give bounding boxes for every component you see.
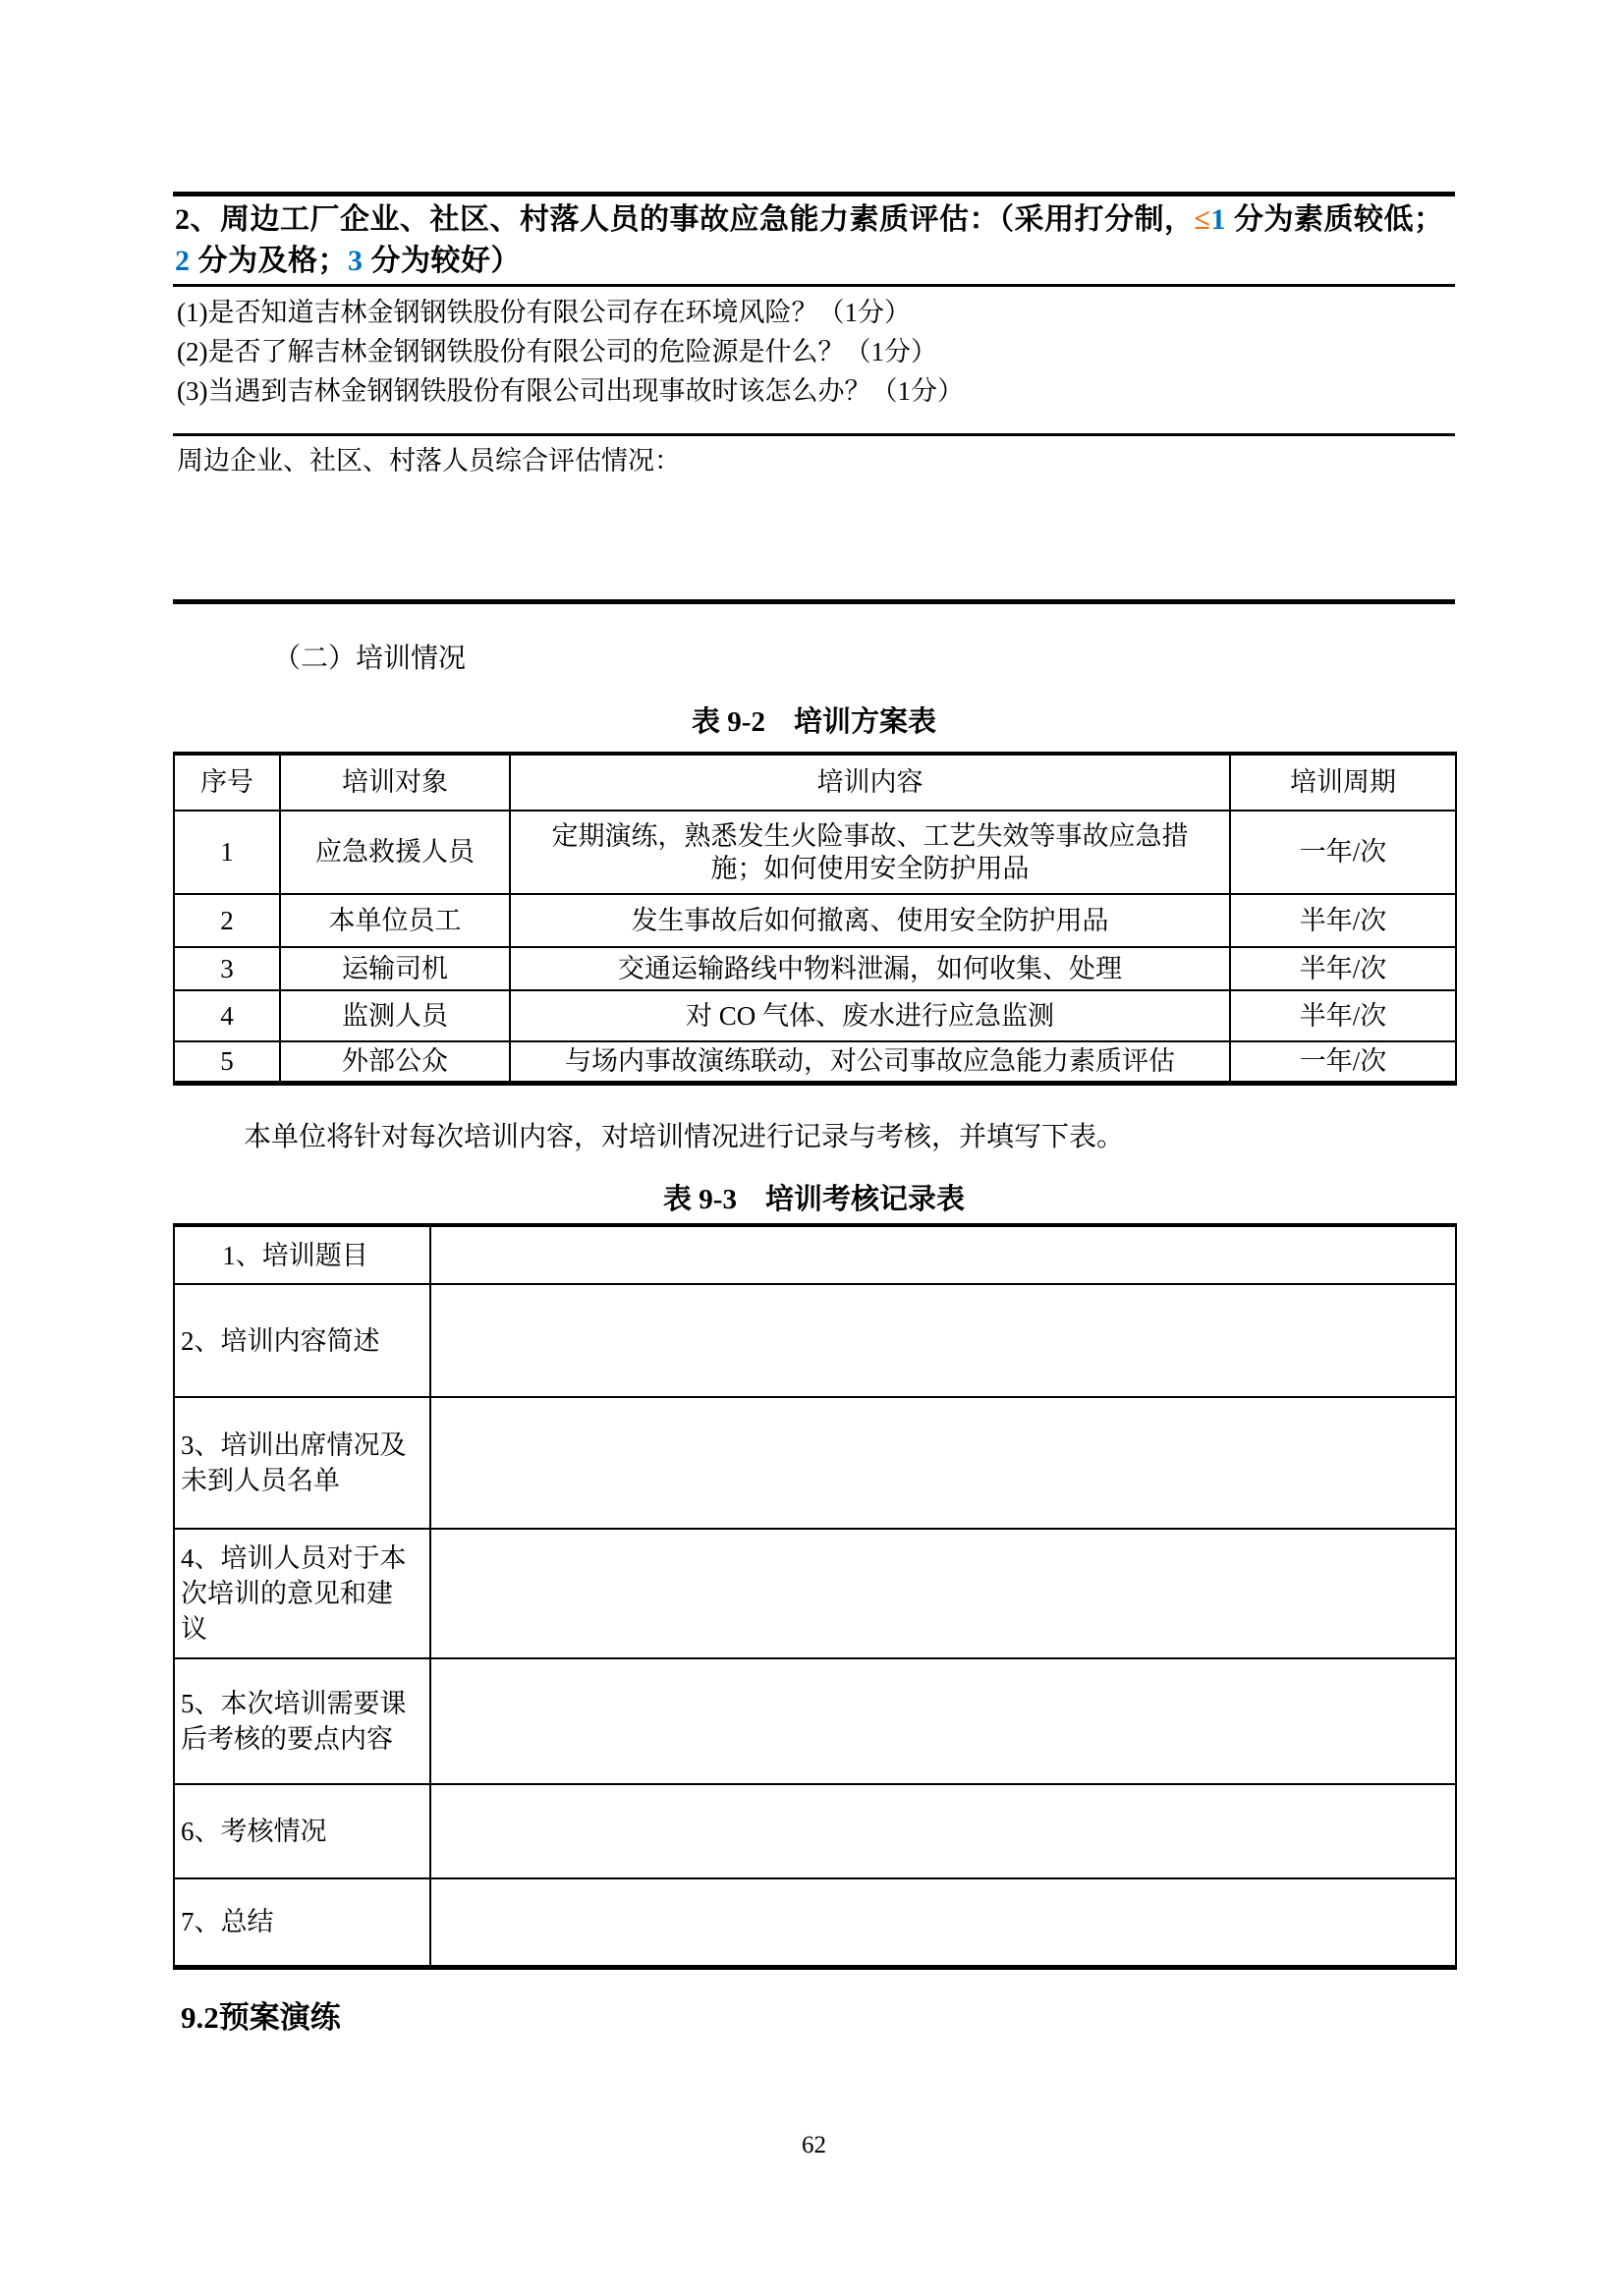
cell-content: 发生事故后如何撤离、使用安全防护用品 bbox=[510, 894, 1230, 947]
assessment-heading-part2: 分为素质较低； bbox=[1225, 203, 1444, 236]
record-value-conclusion bbox=[430, 1878, 1456, 1967]
score-2: 2 bbox=[175, 245, 191, 277]
table-row bbox=[174, 1658, 1456, 1784]
cell-index: 2 bbox=[174, 894, 280, 947]
cell-target: 应急救援人员 bbox=[280, 811, 510, 894]
page-number: 62 bbox=[802, 2132, 826, 2158]
question-item-1: (1)是否知道吉林金钢钢铁股份有限公司存在环境风险？（1分） bbox=[177, 298, 911, 327]
table-row bbox=[174, 1225, 1456, 1284]
cell-target: 运输司机 bbox=[280, 947, 510, 990]
assessment-heading-part3: 分为及格； bbox=[190, 245, 348, 277]
table-row bbox=[174, 811, 1456, 894]
assessment-heading bbox=[175, 199, 1455, 282]
cell-cycle: 一年/次 bbox=[1230, 811, 1456, 894]
question-item-3: (3)当遇到吉林金钢钢铁股份有限公司出现事故时该怎么办？（1分） bbox=[177, 376, 964, 406]
record-label-attendance: 3、培训出席情况及未到人员名单 bbox=[174, 1397, 430, 1529]
table-row bbox=[174, 1878, 1456, 1967]
cell-content: 对 CO 气体、废水进行应急监测 bbox=[510, 990, 1230, 1041]
less-equal-symbol: ≤ bbox=[1194, 203, 1211, 236]
cell-target: 外部公众 bbox=[280, 1041, 510, 1083]
rule-under-heading bbox=[173, 284, 1455, 287]
record-label-assessment: 6、考核情况 bbox=[174, 1784, 430, 1878]
col-header-index: 序号 bbox=[174, 754, 280, 811]
cell-index: 4 bbox=[174, 990, 280, 1041]
record-table-caption: 表 9-3 培训考核记录表 bbox=[663, 1184, 965, 1215]
record-value-content bbox=[430, 1284, 1456, 1397]
training-record-table bbox=[173, 1223, 1457, 1970]
training-section-heading: （二）培训情况 bbox=[273, 644, 467, 674]
record-label-content: 2、培训内容简述 bbox=[174, 1284, 430, 1397]
record-label-conclusion: 7、总结 bbox=[174, 1878, 430, 1967]
training-note: 本单位将针对每次培训内容，对培训情况进行记录与考核，并填写下表。 bbox=[244, 1122, 1125, 1152]
plan-table-caption: 表 9-2 培训方案表 bbox=[692, 706, 936, 738]
record-label-topic: 1、培训题目 bbox=[174, 1225, 430, 1284]
table-row bbox=[174, 894, 1456, 947]
cell-index: 5 bbox=[174, 1041, 280, 1083]
record-label-exam-points: 5、本次培训需要课后考核的要点内容 bbox=[174, 1658, 430, 1784]
table-row bbox=[174, 1041, 1456, 1083]
question-list bbox=[177, 293, 1454, 411]
col-header-content: 培训内容 bbox=[510, 754, 1230, 811]
question-item-2: (2)是否了解吉林金钢钢铁股份有限公司的危险源是什么？（1分） bbox=[177, 337, 937, 366]
cell-cycle: 一年/次 bbox=[1230, 1041, 1456, 1083]
assessment-heading-part4: 分为较好） bbox=[363, 245, 521, 277]
cell-cycle: 半年/次 bbox=[1230, 990, 1456, 1041]
record-value-exam-points bbox=[430, 1658, 1456, 1784]
record-value-topic bbox=[430, 1225, 1456, 1284]
cell-target: 本单位员工 bbox=[280, 894, 510, 947]
table-row bbox=[174, 1284, 1456, 1397]
table-row bbox=[174, 1529, 1456, 1658]
col-header-cycle: 培训周期 bbox=[1230, 754, 1456, 811]
cell-target: 监测人员 bbox=[280, 990, 510, 1041]
training-plan-table bbox=[173, 752, 1457, 1086]
table-header-row bbox=[174, 754, 1456, 811]
record-value-assessment bbox=[430, 1784, 1456, 1878]
summary-label: 周边企业、社区、村落人员综合评估情况： bbox=[177, 446, 681, 476]
cell-cycle: 半年/次 bbox=[1230, 947, 1456, 990]
cell-index: 1 bbox=[174, 811, 280, 894]
record-value-feedback bbox=[430, 1529, 1456, 1658]
top-thick-rule bbox=[173, 192, 1455, 196]
cell-index: 3 bbox=[174, 947, 280, 990]
table-row bbox=[174, 947, 1456, 990]
record-value-attendance bbox=[430, 1397, 1456, 1529]
next-section-heading: 9.2预案演练 bbox=[181, 2000, 341, 2035]
cell-cycle: 半年/次 bbox=[1230, 894, 1456, 947]
table-row bbox=[174, 1397, 1456, 1529]
score-3: 3 bbox=[348, 245, 364, 277]
table-row bbox=[174, 990, 1456, 1041]
record-label-feedback: 4、培训人员对于本次培训的意见和建议 bbox=[174, 1529, 430, 1658]
assessment-heading-part1: 2、周边工厂企业、社区、村落人员的事故应急能力素质评估：（采用打分制， bbox=[175, 203, 1195, 236]
rule-section-divider bbox=[173, 599, 1455, 604]
cell-content: 交通运输路线中物料泄漏，如何收集、处理 bbox=[510, 947, 1230, 990]
table-row bbox=[174, 1784, 1456, 1878]
rule-above-summary bbox=[173, 433, 1455, 436]
cell-content: 与场内事故演练联动，对公司事故应急能力素质评估 bbox=[510, 1041, 1230, 1083]
score-1: 1 bbox=[1210, 203, 1226, 236]
cell-content: 定期演练，熟悉发生火险事故、工艺失效等事故应急措施；如何使用安全防护用品 bbox=[510, 811, 1230, 894]
col-header-target: 培训对象 bbox=[280, 754, 510, 811]
